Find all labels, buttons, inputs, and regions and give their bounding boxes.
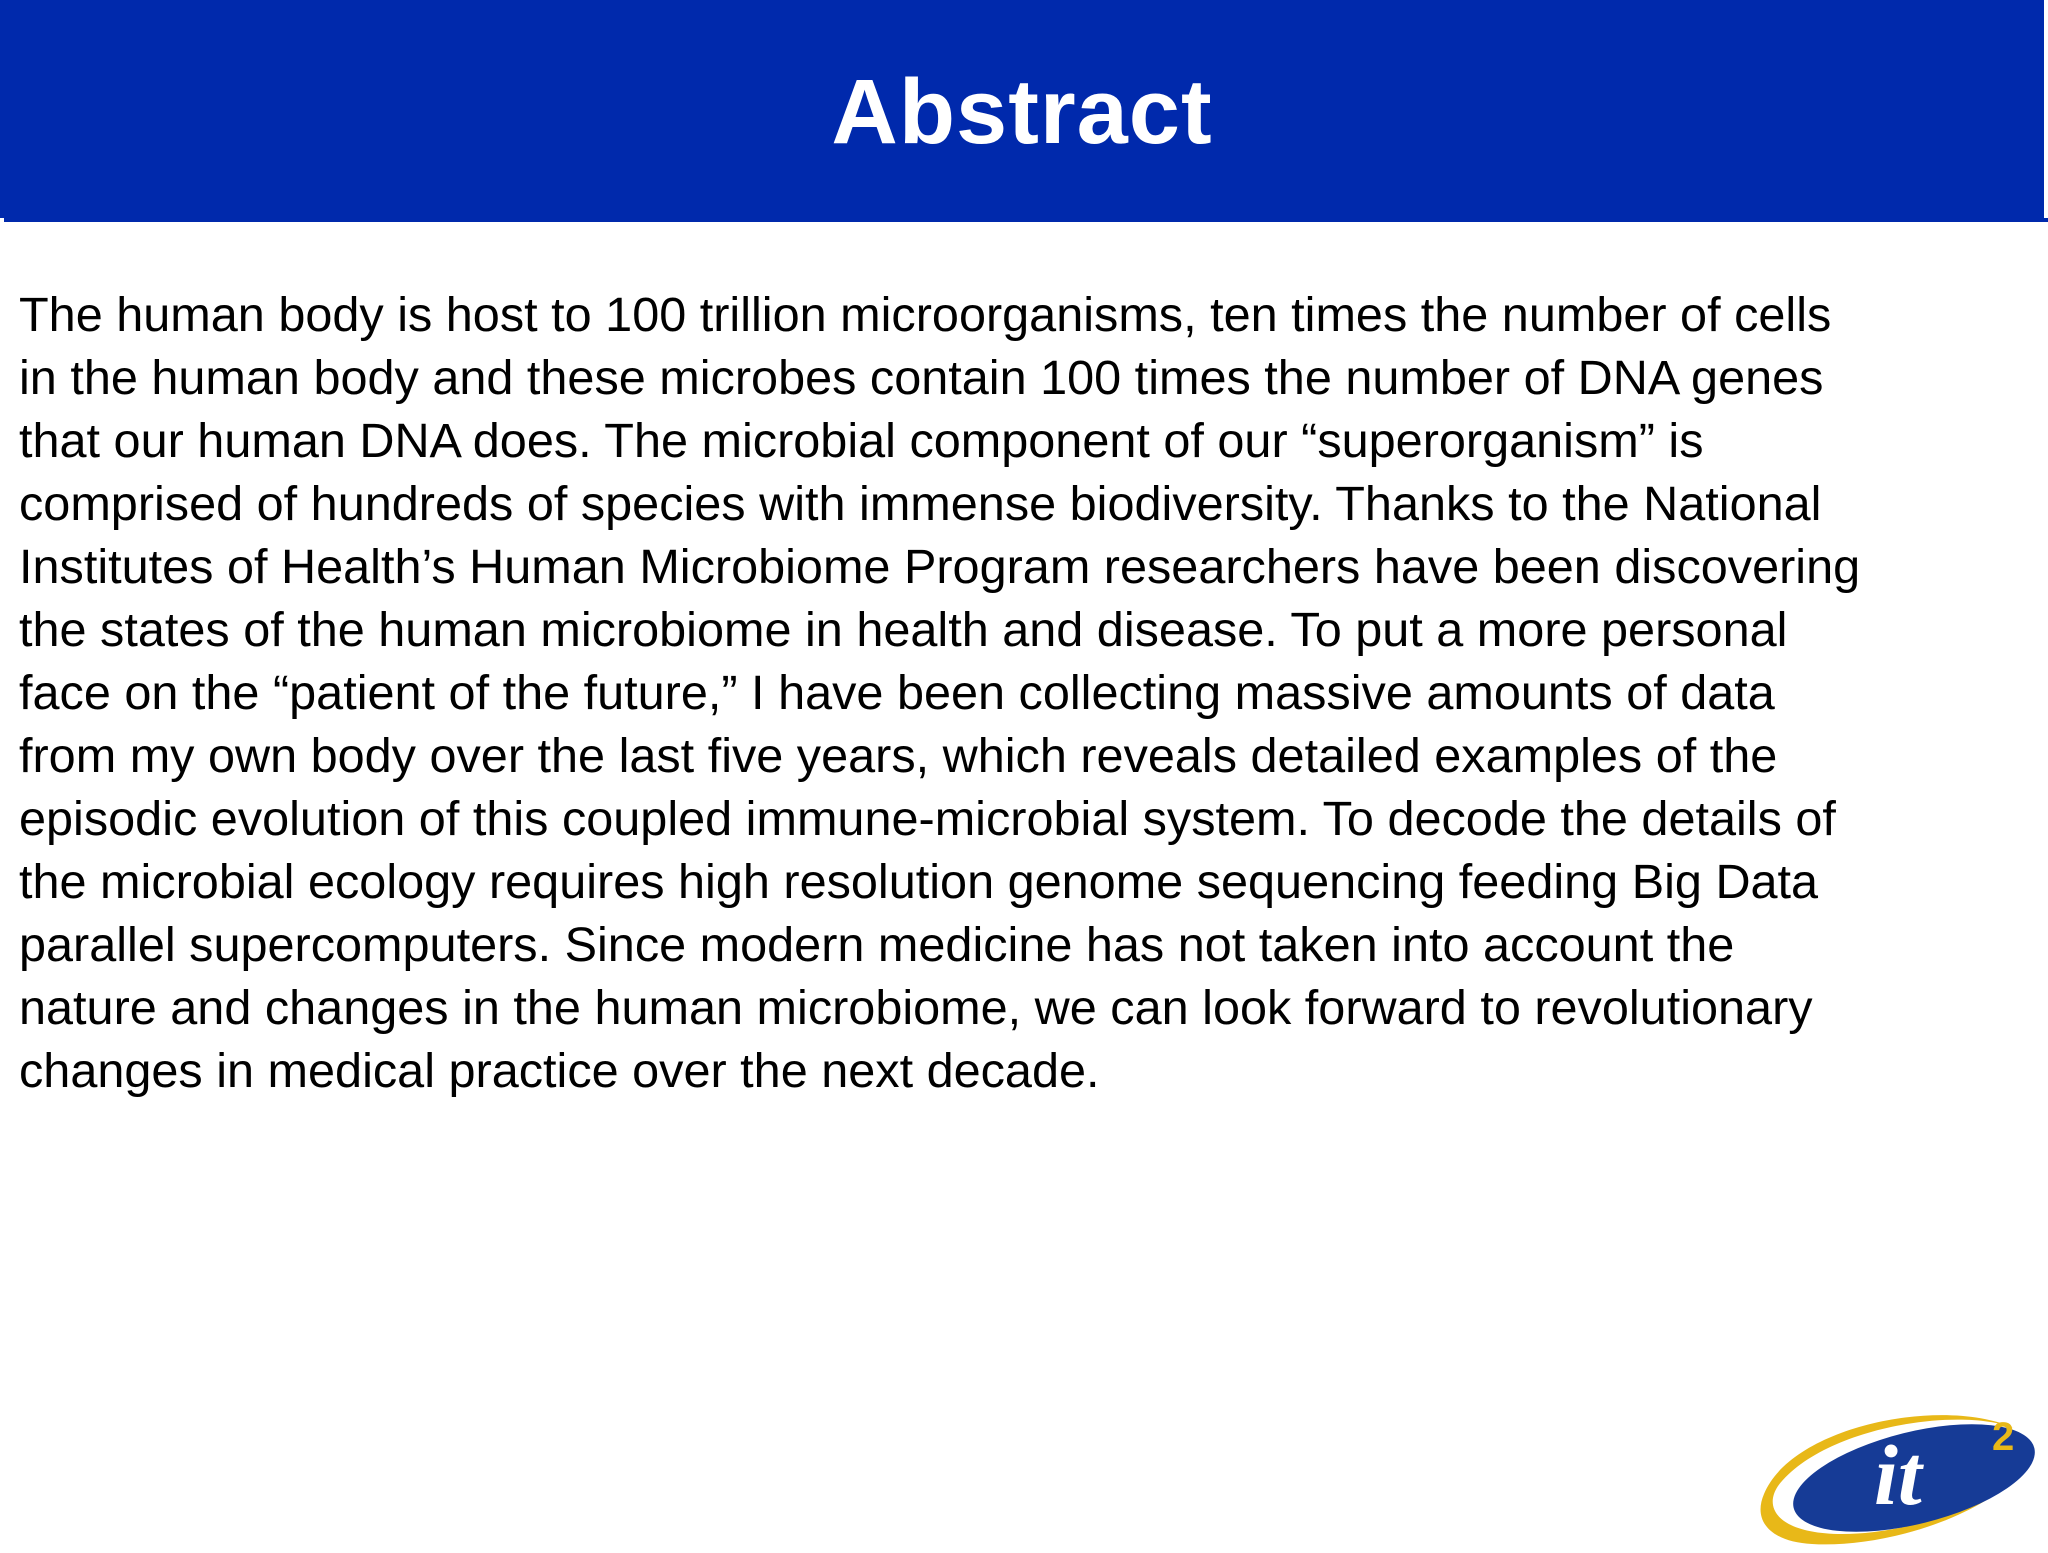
abstract-line: changes in medical practice over the next decade. — [19, 1044, 1100, 1098]
slide-title: Abstract — [831, 60, 1213, 163]
abstract-line: in the human body and these microbes contain 100 times the number of DNA genes — [19, 351, 1824, 405]
abstract-line: nature and changes in the human microbiome, we can look forward to revolutionary — [19, 981, 1813, 1035]
logo-superscript: 2 — [1992, 1415, 2015, 1459]
it2-logo — [1752, 1406, 2044, 1550]
abstract-line: comprised of hundreds of species with immense biodiversity. Thanks to the National — [19, 477, 1822, 531]
abstract-line: Institutes of Health’s Human Microbiome Program researchers have been discovering — [19, 540, 1861, 594]
abstract-line: the microbial ecology requires high resolution genome sequencing feeding Big Data — [19, 855, 1819, 909]
abstract-line: face on the “patient of the future,” I have been collecting massive amounts of data — [19, 666, 1775, 720]
abstract-line: episodic evolution of this coupled immune-microbial system. To decode the details of — [19, 792, 1836, 846]
logo-text: it — [1874, 1427, 1922, 1523]
title-banner — [0, 0, 2048, 218]
abstract-body — [19, 284, 2039, 1103]
abstract-line: that our human DNA does. The microbial component of our “superorganism” is — [19, 414, 1704, 468]
abstract-line: from my own body over the last five years, which reveals detailed examples of the — [19, 729, 1778, 783]
abstract-line: the states of the human microbiome in health and disease. To put a more personal — [19, 603, 1788, 657]
abstract-line: parallel supercomputers. Since modern medicine has not taken into account the — [19, 918, 1735, 972]
abstract-line: The human body is host to 100 trillion microorganisms, ten times the number of cells — [19, 288, 1832, 342]
